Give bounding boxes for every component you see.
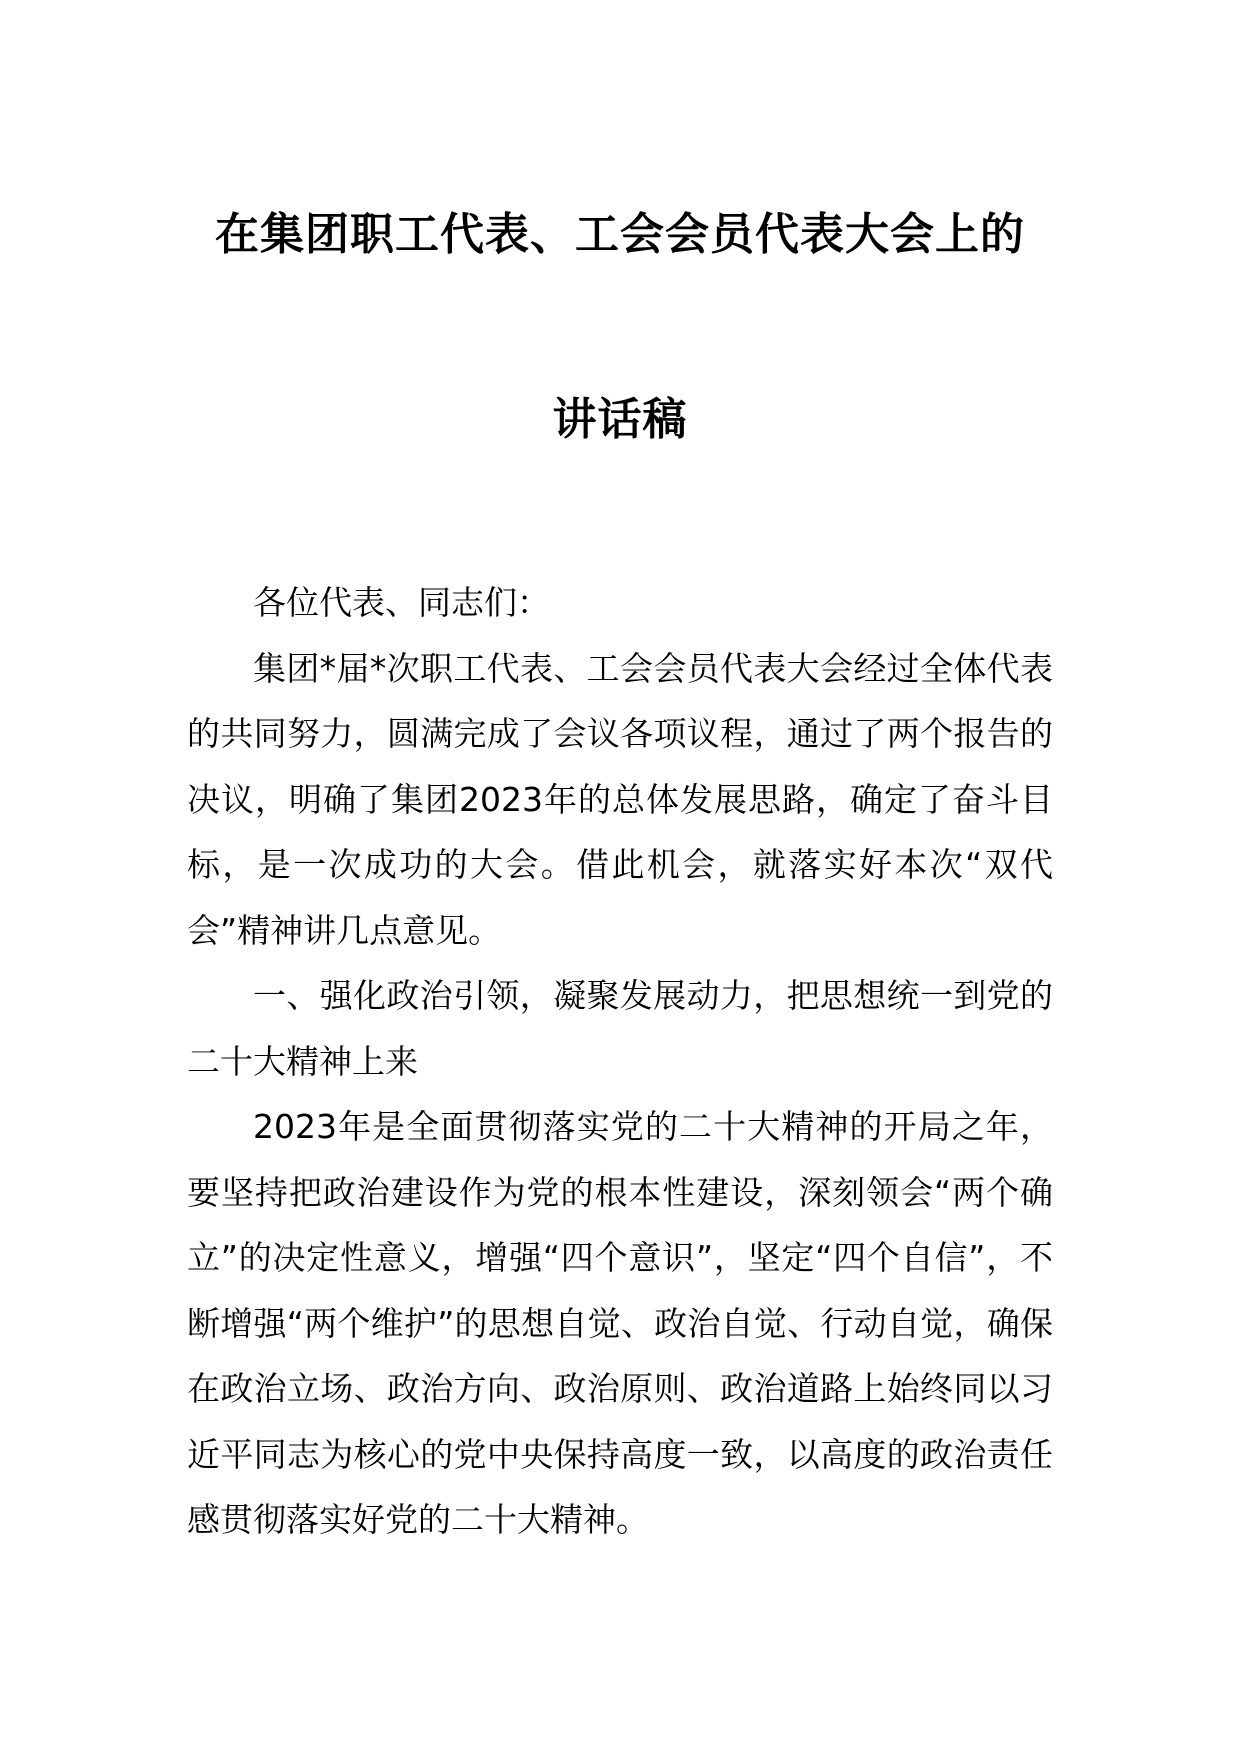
document-body [187, 570, 1053, 1553]
section-heading-1: 一、强化政治引领，凝聚发展动力，把思想统一到党的二十大精神上来 [187, 976, 1053, 1081]
document-title-line-2: 讲话稿 [552, 394, 688, 445]
salutation-paragraph: 各位代表、同志们： [253, 583, 550, 622]
document-title-line-1: 在集团职工代表、工会会员代表大会上的 [215, 209, 1025, 260]
intro-paragraph: 集团*届*次职工代表、工会会员代表大会经过全体代表的共同努力，圆满完成了会议各项议程，通过了两个报告的决议，明确了集团2023年的总体发展思路，确定了奋斗目标，是一次成功的大会。借此机会，就落实好本次“双代会”精神讲几点意见。 [187, 648, 1053, 950]
section-1-paragraph: 2023年是全面贯彻落实党的二十大精神的开局之年，要坚持把政治建设作为党的根本性建设，深刻领会“两个确立”的决定性意义，增强“四个意识”，坚定“四个自信”，不断增强“两个维护”的思想自觉、政治自觉、行动自觉，确保在政治立场、政治方向、政治原则、政治道路上始终同以习近平同志为核心的党中央保持高度一致，以高度的政治责任感贯彻落实好党的二十大精神。 [187, 1107, 1053, 1539]
